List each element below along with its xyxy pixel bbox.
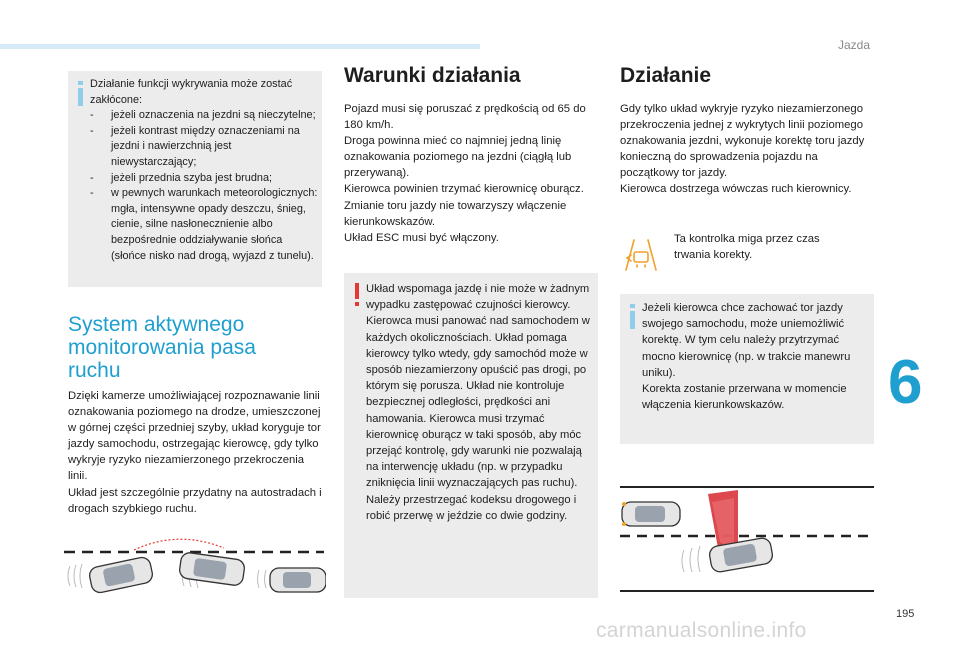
warning-icon	[355, 283, 359, 299]
warning-box-text	[366, 281, 594, 524]
info-box-detection	[68, 71, 322, 287]
paragraph: Korekta zostanie przerwana w momencie włączenia kierunkowskazów.	[642, 383, 847, 412]
lane-correction-illustration	[620, 490, 874, 588]
operation-text	[620, 101, 874, 198]
car-icon	[179, 552, 246, 587]
paragraph: Układ jest szczególnie przydatny na autostradach i drogach szybkiego ruchu.	[68, 486, 322, 515]
paragraph: Kierowca powinien trzymać kierownicę oburącz.	[344, 183, 584, 196]
paragraph: Układ ESC musi być włączony.	[344, 231, 499, 244]
system-title	[68, 313, 318, 382]
page-number: 195	[896, 608, 915, 620]
lane-departure-warning-icon	[620, 236, 662, 272]
car-icon	[88, 556, 154, 594]
chapter-number: 6	[888, 348, 923, 417]
paragraph: Układ wspomaga jazdę i nie może w żadnym wypadku zastępować czujności kierowcy. Kierowca musi panować nad samochodem w każdych okolicznościach. Układ pomaga kierowcy tylko wtedy, gdy samochód może w sposób niezamierzony opuścić pas drogi, po którym się porusza. Układ nie kontroluje bezpiecznej odległości, prędkości ani hamowania. Kierowca musi trzymać kierownicę oburącz w taki sposób, aby móc przejąć kontrolę, gdy warunki nie pozwalają na interwencję układu (np. w przypadku zniknięcia linii wyznaczających pas ruchu).	[366, 283, 590, 490]
info-box-detection-text	[90, 77, 318, 264]
warning-box	[344, 273, 598, 598]
section-label: Jazda	[838, 38, 871, 52]
info-icon	[630, 311, 635, 329]
paragraph: Droga powinna mieć co najmniej jedną linię oznakowania poziomego na jezdni (ciągłą lub przerywaną).	[344, 135, 572, 180]
conditions-heading: Warunki działania	[344, 64, 521, 87]
list-item: - jeżeli oznaczenia na jezdni są nieczytelne;	[90, 108, 318, 124]
info-icon	[78, 88, 83, 106]
road-edge-line	[620, 486, 874, 488]
conditions-text	[344, 101, 594, 246]
paragraph: Zmianie toru jazdy nie towarzyszy włączenie kierunkowskazów.	[344, 199, 567, 228]
info-box-override-text	[642, 300, 870, 413]
system-title-line: System aktywnego	[68, 313, 245, 336]
paragraph: Pojazd musi się poruszać z prędkością od 65 do 180 km/h.	[344, 103, 586, 132]
paragraph: Jeżeli kierowca chce zachować tor jazdy swojego samochodu, może uniemożliwić korektę. W tym celu należy przytrzymać mocno kierownicę (np. w trakcie manewru uniku).	[642, 302, 851, 379]
paragraph: Należy przestrzegać kodeksu drogowego i robić przerwę w jeździe co dwie godziny.	[366, 493, 577, 522]
header-bar	[0, 44, 480, 49]
info-list	[90, 108, 318, 264]
indicator-text: Ta kontrolka miga przez czas trwania korekty.	[674, 233, 820, 262]
info-box-override	[620, 294, 874, 444]
info-intro: Działanie funkcji wykrywania może zostać zakłócone:	[90, 78, 293, 106]
operation-heading: Działanie	[620, 64, 712, 87]
paragraph: Gdy tylko układ wykryje ryzyko niezamierzonego przekroczenia jednej z wykrytych linii poziomego oznakowania jezdni, wykonuje korektę toru jazdy konieczną do sprowadzenia pojazdu na początkowy tor jazdy.	[620, 103, 865, 180]
paragraph: Dzięki kamerze umożliwiającej rozpoznawanie linii oznakowania poziomego na drodze, umieszczonej w górnej części przedniej szyby, układ koryguje tor jazdy samochodu, ostrzegając kierowcę, gdy tylko wykryje ryzyko niezamierzonego przekroczenia linii.	[68, 390, 321, 483]
road-edge-line	[620, 590, 874, 592]
system-description	[68, 388, 324, 517]
list-item: - jeżeli przednia szyba jest brudna;	[90, 171, 318, 187]
list-item: - jeżeli kontrast między oznaczeniami na jezdni i nawierzchnią jest niewystarczający;	[90, 124, 318, 171]
car-icon	[622, 502, 680, 526]
system-title-line: ruchu	[68, 359, 121, 382]
watermark: carmanualsonline.info	[596, 619, 807, 642]
list-item: - w pewnych warunkach meteorologicznych: mgła, intensywne opady deszczu, śnieg, cienie, silne nasłonecznienie albo bezpośrednie oddziaływanie słońca (słońce nisko nad drogą, wyjazd z tunelu).	[90, 186, 318, 264]
paragraph: Kierowca dostrzega wówczas ruch kierownicy.	[620, 183, 852, 196]
system-title-line: monitorowania pasa	[68, 336, 256, 359]
car-icon	[270, 568, 326, 592]
lane-keeping-illustration	[64, 532, 326, 602]
